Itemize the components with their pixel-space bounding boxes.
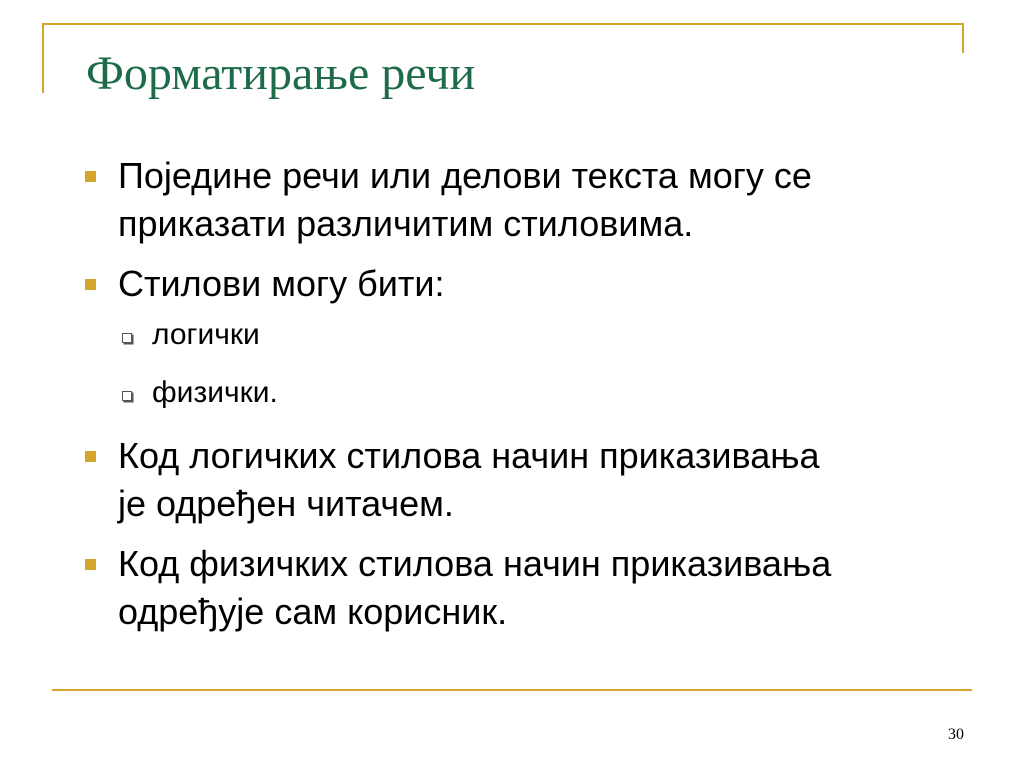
bullet-item <box>82 260 982 308</box>
sub-bullet-item <box>82 374 982 412</box>
frame-right-line <box>962 23 964 53</box>
bullet-item <box>82 152 982 248</box>
frame-bottom-line <box>52 689 972 691</box>
square-bullet-icon <box>85 279 96 290</box>
bullet-line: је одређен читачем. <box>118 483 454 524</box>
hollow-square-bullet-icon <box>122 333 132 343</box>
sub-bullet-text: логички <box>152 318 260 351</box>
bullet-line: Поједине речи или делови текста могу се <box>118 155 812 196</box>
bullet-line: Стилови могу бити: <box>118 263 445 304</box>
slide-content <box>82 152 982 648</box>
bullet-line: одређује сам корисник. <box>118 591 508 632</box>
slide-title: Форматирање речи <box>86 47 476 100</box>
bullet-line: Код логичких стилова начин приказивања <box>118 435 820 476</box>
page-number: 30 <box>948 726 964 743</box>
sub-bullet-text: физички. <box>152 376 278 409</box>
frame-left-line <box>42 23 44 93</box>
bullet-item <box>82 540 982 636</box>
square-bullet-icon <box>85 451 96 462</box>
square-bullet-icon <box>85 559 96 570</box>
sub-bullet-item <box>82 316 982 354</box>
frame-top-line <box>42 23 964 25</box>
bullet-line: Код физичких стилова начин приказивања <box>118 543 832 584</box>
bullet-line: приказати различитим стиловима. <box>118 203 694 244</box>
hollow-square-bullet-icon <box>122 391 132 401</box>
square-bullet-icon <box>85 171 96 182</box>
bullet-item <box>82 432 982 528</box>
